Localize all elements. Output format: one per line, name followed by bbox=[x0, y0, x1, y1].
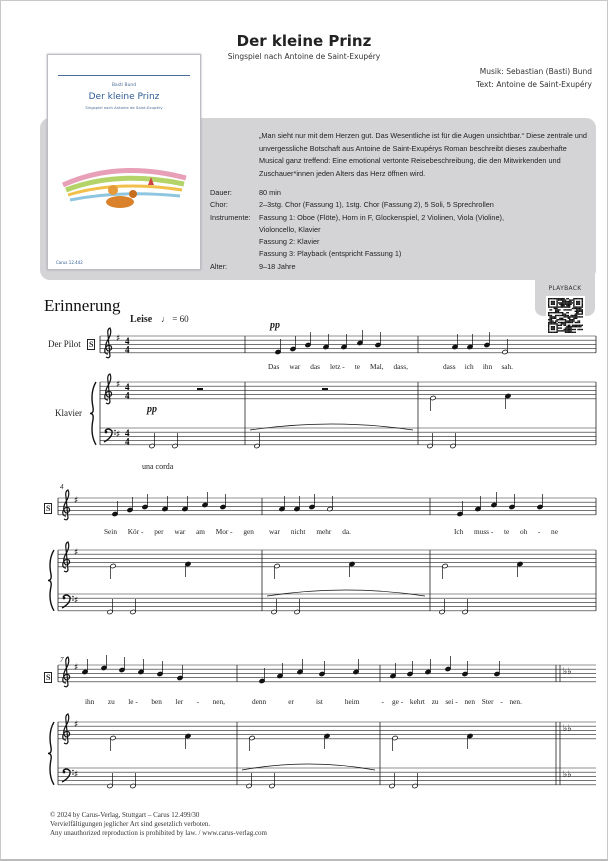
fact-label: Instrumente: bbox=[210, 212, 251, 222]
voice-label: Der Pilot bbox=[48, 339, 81, 349]
footer-line: Vervielfältigungen jeglicher Art sind gesetzlich verboten. bbox=[50, 820, 211, 828]
key-signature-flat: ♭♭ bbox=[563, 770, 572, 780]
fact-value: 80 min bbox=[259, 188, 281, 197]
time-signature: 4 bbox=[125, 428, 130, 438]
lyrics-measure: war nicht mehr da. bbox=[269, 527, 351, 536]
key-signature-sharp: ♯ bbox=[74, 720, 79, 730]
piano-brace bbox=[48, 722, 54, 785]
bass-clef-icon bbox=[63, 597, 66, 600]
key-signature-sharp: ♯ bbox=[74, 596, 79, 606]
piano-brace bbox=[90, 382, 96, 445]
fact-label: Chor: bbox=[210, 200, 228, 210]
section-title: Erinnerung bbox=[44, 296, 121, 315]
fact-label: Dauer: bbox=[210, 188, 232, 197]
key-signature-sharp: ♯ bbox=[74, 770, 79, 780]
piano-label: Klavier bbox=[55, 408, 82, 418]
treble-clef-icon bbox=[105, 328, 112, 358]
lyrics-measure: Sein Kör - per war am Mor - gen bbox=[104, 527, 254, 536]
lyrics-measure: denn er ist heim - bbox=[252, 697, 384, 706]
rest bbox=[322, 388, 328, 390]
cover-title: Der kleine Prinz bbox=[88, 92, 160, 102]
time-signature: 4 bbox=[125, 336, 130, 346]
fact-value: Fassung 2: Klavier bbox=[259, 237, 320, 247]
rest bbox=[197, 388, 203, 390]
text-credit: Text: Antoine de Saint-Exupéry bbox=[476, 80, 592, 89]
key-signature-sharp: ♯ bbox=[116, 334, 121, 344]
lyrics-measure: Ich muss - te oh - ne bbox=[454, 527, 558, 536]
treble-clef-icon bbox=[63, 490, 70, 520]
measure-number: 4 bbox=[60, 483, 64, 491]
lyrics-measure: ge - kehrt zu sei - nen Ster - nen. bbox=[392, 697, 522, 706]
piano-brace bbox=[48, 550, 54, 611]
dynamic-voice: pp bbox=[270, 320, 280, 331]
description: „Man sieht nur mit dem Herzen gut. Das Wesentliche ist für die Augen unsichtbar.“ Diese zentrale und unvergessliche Botschaft aus Antoine de Saint-Exupérys Roman beschreibt dieses zauberhafte Musical ganz treffend: Eine emotional vertonte Reisebeschreibung, die den Mitwirkenden und Zuschauer*innen jeden Alters das Herz öffnen wird. bbox=[259, 131, 587, 178]
cover-catalog: Carus 12.442 bbox=[56, 260, 83, 265]
bass-clef-icon bbox=[105, 431, 108, 434]
time-signature: 4 bbox=[125, 382, 130, 392]
tempo-word: Leise bbox=[130, 314, 153, 325]
treble-clef-icon bbox=[63, 714, 70, 744]
measure-number: 7 bbox=[60, 656, 64, 664]
playback-label: PLAYBACK bbox=[548, 285, 582, 292]
treble-clef-icon bbox=[105, 374, 112, 404]
fact-value: Fassung 1: Oboe (Flöte), Horn in F, Glockenspiel, 2 Violinen, Viola (Violine), bbox=[259, 212, 504, 222]
fact-value: 2–3stg. Chor (Fassung 1), 1stg. Chor (Fassung 2), 5 Soli, 5 Sprechrollen bbox=[259, 200, 494, 210]
key-signature-sharp: ♯ bbox=[116, 430, 121, 440]
key-signature-sharp: ♯ bbox=[74, 548, 79, 558]
lyrics-measure: ihn zu le - ben ler - nen, bbox=[85, 697, 225, 706]
time-signature: 4 bbox=[125, 390, 130, 401]
cover-author: Basti Bund bbox=[111, 83, 137, 88]
voice-abbrev: S bbox=[46, 504, 51, 513]
bass-clef-icon bbox=[63, 771, 66, 774]
tie bbox=[250, 424, 413, 430]
music-credit: Musik: Sebastian (Basti) Bund bbox=[479, 67, 592, 76]
fact-value: Violoncello, Klavier bbox=[259, 224, 321, 234]
key-signature-flat: ♭♭ bbox=[563, 724, 572, 734]
voice-abbrev: S bbox=[46, 673, 51, 682]
treble-clef-icon bbox=[63, 542, 70, 572]
fact-value: 9–18 Jahre bbox=[259, 261, 296, 271]
dynamic-piano: pp bbox=[147, 404, 157, 415]
fact-value: Fassung 3: Playback (entspricht Fassung 1) bbox=[259, 249, 402, 259]
fact-label: Alter: bbox=[210, 261, 228, 271]
voice-abbrev: S bbox=[89, 340, 94, 349]
footer-line: Any unauthorized reproduction is prohibited by law. / www.carus-verlag.com bbox=[50, 829, 268, 837]
key-signature-sharp: ♯ bbox=[74, 496, 79, 506]
copyright-footer bbox=[50, 811, 267, 838]
page-subtitle: Singspiel nach Antoine de Saint-Exupéry bbox=[227, 52, 381, 61]
time-signature: 4 bbox=[125, 436, 130, 447]
tie bbox=[267, 590, 425, 596]
key-signature-sharp: ♯ bbox=[116, 380, 121, 390]
una-corda: una corda bbox=[142, 462, 174, 471]
key-signature-flat: ♭♭ bbox=[563, 667, 572, 677]
cover-subtitle: Singspiel nach Antoine de Saint-Exupéry bbox=[85, 105, 163, 110]
tempo-marking: ♩ = 60 bbox=[161, 314, 189, 324]
page-title: Der kleine Prinz bbox=[236, 32, 372, 50]
time-signature: 4 bbox=[125, 344, 130, 355]
key-signature-sharp: ♯ bbox=[74, 663, 79, 673]
tie bbox=[242, 764, 375, 770]
lyrics-measure: Das war das letz - te Mal, dass, bbox=[268, 362, 408, 371]
footer-line: © 2024 by Carus-Verlag, Stuttgart – Carus 12.499/30 bbox=[50, 811, 200, 819]
lyrics-measure: dass ich ihn sah. bbox=[443, 362, 513, 371]
